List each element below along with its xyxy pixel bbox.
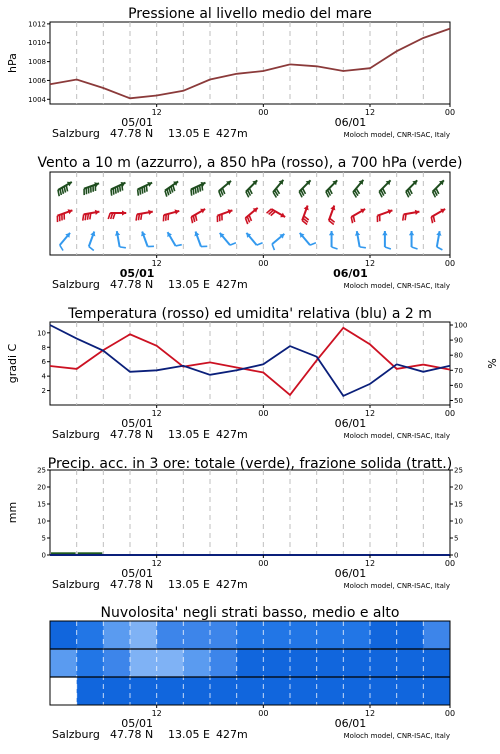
x-tick-label: 12 [152, 409, 162, 418]
x-tick-label: 12 [152, 709, 162, 718]
station-elev: 427m [216, 728, 248, 741]
y-axis-label: gradi C [6, 343, 19, 383]
wind-feather [360, 247, 366, 248]
wind-barb [351, 209, 365, 223]
wind-barb [111, 182, 126, 196]
wind-feather [115, 187, 116, 193]
wind-feather [120, 185, 121, 191]
x-tick-label: 12 [152, 108, 162, 117]
wind-feather [89, 247, 94, 251]
station-lon: 13.05 E [168, 127, 210, 140]
wind-feather [117, 186, 118, 192]
wind-feather [403, 214, 404, 220]
plot-frame [50, 470, 450, 555]
wind-feather [405, 214, 406, 220]
x-tick-label: 00 [258, 259, 268, 268]
y-tick-label: 1012 [28, 20, 46, 28]
model-credit: Moloch model, CNR-ISAC, Italy [344, 432, 450, 440]
x-tick-label: 00 [258, 409, 268, 418]
wind-barb [84, 182, 99, 195]
cloud-cell [210, 649, 237, 677]
wind-barb [377, 209, 392, 222]
wind-barb [141, 231, 154, 246]
wind-head [329, 231, 334, 235]
wind-feather [90, 213, 91, 219]
x-tick-label: 12 [365, 108, 375, 117]
cloud-cell [423, 649, 450, 677]
wind-barb [329, 231, 338, 249]
wind-barb [355, 231, 366, 248]
y-tick-label: 10 [37, 518, 46, 526]
wind-feather [193, 188, 194, 194]
y-tick-label: 1008 [28, 58, 46, 66]
wind-barb [245, 208, 257, 224]
wind-barb [403, 210, 420, 221]
y-tick-label: 10 [37, 329, 46, 337]
y-tick-label: 0 [42, 552, 46, 560]
date-label: 06/01 [335, 717, 367, 730]
wind-barb [163, 209, 179, 221]
y-tick-label: 8 [42, 344, 46, 352]
wind-barb [167, 232, 181, 246]
wind-feather [87, 214, 88, 220]
y-tick-label: 20 [37, 484, 46, 492]
cloud-cell [130, 621, 157, 649]
x-tick-label: 00 [258, 559, 268, 568]
x-tick-label: 00 [445, 259, 455, 268]
wind-feather [85, 214, 86, 220]
cloud-cell [157, 677, 184, 705]
wind-feather [62, 188, 63, 194]
wind-feather [58, 190, 59, 196]
model-credit: Moloch model, CNR-ISAC, Italy [344, 732, 450, 740]
date-label: 05/01 [121, 717, 153, 730]
date-label: 05/01 [121, 567, 153, 580]
wind-barb [353, 180, 363, 198]
wind-feather [437, 247, 443, 250]
date-label: 06/01 [335, 116, 367, 129]
wind-feather [173, 185, 175, 191]
x-tick-label: 12 [365, 709, 375, 718]
cloud-cell [290, 677, 317, 705]
wind-feather [433, 216, 434, 222]
cloud-cell [397, 649, 424, 677]
y2-tick-label: 60 [454, 382, 463, 390]
station-name: Salzburg [52, 728, 100, 741]
panel-temperature [6, 306, 498, 441]
station-elev: 427m [216, 127, 248, 140]
cloud-cell [423, 677, 450, 705]
y-tick-label: 1006 [28, 77, 46, 85]
station-lon: 13.05 E [168, 428, 210, 441]
station-elev: 427m [216, 578, 248, 591]
wind-feather [200, 185, 201, 191]
wind-feather [108, 213, 110, 219]
wind-feather [197, 186, 198, 192]
wind-feather [272, 244, 274, 250]
wind-feather [412, 247, 418, 249]
station-elev: 427m [216, 428, 248, 441]
wind-feather [111, 189, 112, 195]
cloud-cell [183, 677, 210, 705]
y2-tick-label: 70 [454, 367, 463, 375]
y-tick-label: 15 [37, 501, 46, 509]
wind-barb [89, 231, 96, 250]
cloud-cell [103, 621, 130, 649]
cloud-cell [130, 649, 157, 677]
chart-title: Nuvolosita' negli strati basso, medio e alto [101, 605, 400, 621]
station-lon: 13.05 E [168, 578, 210, 591]
panel-pressure [6, 6, 455, 140]
wind-feather [122, 184, 123, 190]
cloud-cell [157, 621, 184, 649]
cloud-cell [237, 621, 264, 649]
x-tick-label: 12 [365, 409, 375, 418]
panel-cloud [50, 605, 455, 741]
cloud-cell [157, 649, 184, 677]
y2-tick-label: 25 [454, 467, 463, 475]
y-axis-label: hPa [6, 53, 19, 73]
wind-feather [195, 215, 196, 221]
y2-tick-label: 20 [454, 484, 463, 492]
station-lon: 13.05 E [168, 278, 210, 291]
x-tick-label: 00 [258, 709, 268, 718]
wind-head [122, 210, 126, 215]
date-label: 06/01 [335, 567, 367, 580]
wind-barb [433, 180, 444, 197]
model-credit: Moloch model, CNR-ISAC, Italy [344, 282, 450, 290]
wind-barb [83, 210, 100, 221]
cloud-cell [397, 621, 424, 649]
station-name: Salzburg [52, 127, 100, 140]
x-tick-label: 00 [445, 559, 455, 568]
date-label: 05/01 [120, 267, 155, 280]
y2-tick-label: 50 [454, 397, 463, 405]
cloud-cell [263, 649, 290, 677]
wind-feather [140, 188, 141, 194]
panel-precip [6, 456, 463, 591]
cloud-cell [370, 621, 397, 649]
station-lon: 13.05 E [168, 728, 210, 741]
cloud-cell [290, 621, 317, 649]
wind-barb [246, 233, 262, 245]
cloud-cell [237, 649, 264, 677]
wind-feather [136, 214, 137, 220]
wind-feather [138, 214, 139, 220]
cloud-cell [50, 621, 77, 649]
x-tick-label: 00 [445, 409, 455, 418]
wind-feather [60, 245, 63, 250]
wind-feather [169, 188, 171, 194]
wind-feather [141, 214, 142, 220]
cloud-cell [77, 621, 104, 649]
wind-feather [332, 247, 338, 249]
wind-feather [353, 216, 354, 222]
wind-barb [219, 181, 231, 197]
x-tick-label: 00 [445, 709, 455, 718]
plot-frame [50, 22, 450, 104]
chart-title: Precip. acc. in 3 ore: totale (verde), frazione solida (tratt.) [48, 456, 452, 472]
wind-barb [431, 209, 445, 223]
wind-barb [220, 233, 236, 245]
wind-barb [194, 231, 207, 246]
cloud-cell [370, 677, 397, 705]
x-tick-label: 12 [365, 259, 375, 268]
temperature-line [50, 328, 450, 395]
cloud-cell [290, 649, 317, 677]
wind-feather [171, 186, 173, 192]
wind-feather [351, 217, 352, 223]
wind-barb [300, 233, 316, 245]
wind-feather [146, 185, 147, 191]
wind-feather [431, 217, 432, 223]
y-tick-label: 6 [42, 358, 47, 366]
wind-feather [66, 185, 67, 191]
wind-feather [195, 187, 196, 193]
y-tick-label: 4 [42, 373, 47, 381]
y2-tick-label: 15 [454, 501, 463, 509]
cloud-cell [397, 677, 424, 705]
cloud-cell [343, 621, 370, 649]
wind-barb [115, 231, 126, 248]
wind-feather [113, 188, 114, 194]
x-tick-label: 00 [445, 108, 455, 117]
y-tick-label: 1010 [28, 39, 46, 47]
wind-barb [267, 209, 286, 217]
x-tick-label: 12 [152, 559, 162, 568]
cloud-cell [210, 677, 237, 705]
station-name: Salzburg [52, 578, 100, 591]
wind-feather [176, 245, 182, 246]
model-credit: Moloch model, CNR-ISAC, Italy [344, 131, 450, 139]
wind-head [409, 231, 414, 235]
y2-axis-label: % [485, 358, 498, 368]
wind-feather [60, 189, 61, 195]
wind-barb [273, 180, 283, 198]
cloud-cell [183, 649, 210, 677]
cloud-cell [50, 649, 77, 677]
wind-barb [217, 209, 232, 222]
wind-feather [142, 187, 143, 193]
wind-barb [57, 209, 72, 222]
humidity-line [50, 325, 450, 396]
wind-barb [191, 209, 205, 223]
x-tick-label: 12 [365, 559, 375, 568]
wind-feather [385, 247, 391, 249]
wind-barb [436, 231, 442, 250]
y-tick-label: 1004 [28, 96, 46, 104]
y2-tick-label: 90 [454, 337, 463, 345]
date-label: 05/01 [121, 116, 153, 129]
pressure-line [50, 29, 450, 99]
wind-feather [230, 243, 236, 245]
station-lat: 47.78 N [110, 428, 153, 441]
wind-barb [329, 205, 336, 224]
station-lat: 47.78 N [110, 127, 153, 140]
wind-feather [138, 189, 139, 195]
y-tick-label: 25 [37, 467, 46, 475]
model-credit: Moloch model, CNR-ISAC, Italy [344, 582, 450, 590]
cloud-cell [237, 677, 264, 705]
cloud-cell [263, 677, 290, 705]
chart-title: Vento a 10 m (azzurro), a 850 hPa (rosso), a 700 hPa (verde) [37, 155, 462, 171]
y2-tick-label: 80 [454, 352, 463, 360]
wind-feather [83, 214, 84, 220]
wind-feather [202, 184, 203, 190]
cloud-cell [423, 621, 450, 649]
cloud-cell [77, 649, 104, 677]
wind-feather [310, 243, 316, 245]
cloud-cell [77, 677, 104, 705]
cloud-cell [263, 621, 290, 649]
y-tick-label: 2 [42, 387, 46, 395]
y-tick-label: 5 [42, 535, 46, 543]
y-axis-label: mm [6, 502, 19, 523]
wind-barb [246, 180, 257, 197]
cloud-cell [317, 649, 344, 677]
wind-feather [191, 189, 192, 195]
station-lat: 47.78 N [110, 728, 153, 741]
wind-barb [58, 182, 72, 196]
wind-barb [138, 182, 153, 196]
y2-tick-label: 10 [454, 518, 463, 526]
wind-barb [299, 180, 310, 197]
x-tick-label: 12 [152, 259, 162, 268]
wind-barb [191, 182, 206, 196]
cloud-cell [183, 621, 210, 649]
cloud-cell [317, 677, 344, 705]
wind-barb [302, 205, 309, 224]
wind-head [382, 231, 387, 235]
cloud-cell [343, 649, 370, 677]
y2-tick-label: 100 [454, 322, 467, 330]
date-label: 06/01 [335, 417, 367, 430]
wind-feather [191, 217, 192, 223]
station-name: Salzburg [52, 278, 100, 291]
wind-barb [379, 180, 390, 197]
wind-feather [165, 191, 167, 197]
station-name: Salzburg [52, 428, 100, 441]
wind-feather [257, 243, 263, 245]
cloud-cell [210, 621, 237, 649]
wind-barb [409, 231, 418, 249]
date-label: 05/01 [121, 417, 153, 430]
cloud-cell [50, 677, 77, 705]
wind-feather [144, 186, 145, 192]
wind-barb [60, 233, 70, 251]
wind-feather [120, 247, 126, 248]
wind-barb [326, 180, 337, 197]
wind-barb [165, 181, 178, 196]
station-lat: 47.78 N [110, 578, 153, 591]
wind-barb [136, 210, 153, 221]
chart-title: Temperatura (rosso) ed umidita' relativa (blu) a 2 m [67, 306, 432, 322]
cloud-cell [103, 677, 130, 705]
x-tick-label: 00 [258, 108, 268, 117]
cloud-cell [343, 677, 370, 705]
cloud-cell [370, 649, 397, 677]
wind-feather [64, 186, 65, 192]
y2-tick-label: 5 [454, 535, 458, 543]
chart-title: Pressione al livello medio del mare [128, 6, 372, 22]
cloud-cell [130, 677, 157, 705]
panel-wind [37, 155, 462, 291]
cloud-cell [103, 649, 130, 677]
wind-barb [108, 210, 126, 219]
date-label: 06/01 [333, 267, 368, 280]
wind-barb [382, 231, 391, 249]
station-lat: 47.78 N [110, 278, 153, 291]
wind-feather [193, 216, 194, 222]
wind-feather [167, 189, 169, 195]
y2-tick-label: 0 [454, 552, 458, 560]
wind-barb [406, 180, 417, 197]
wind-barb [272, 234, 284, 250]
cloud-cell [317, 621, 344, 649]
station-elev: 427m [216, 278, 248, 291]
